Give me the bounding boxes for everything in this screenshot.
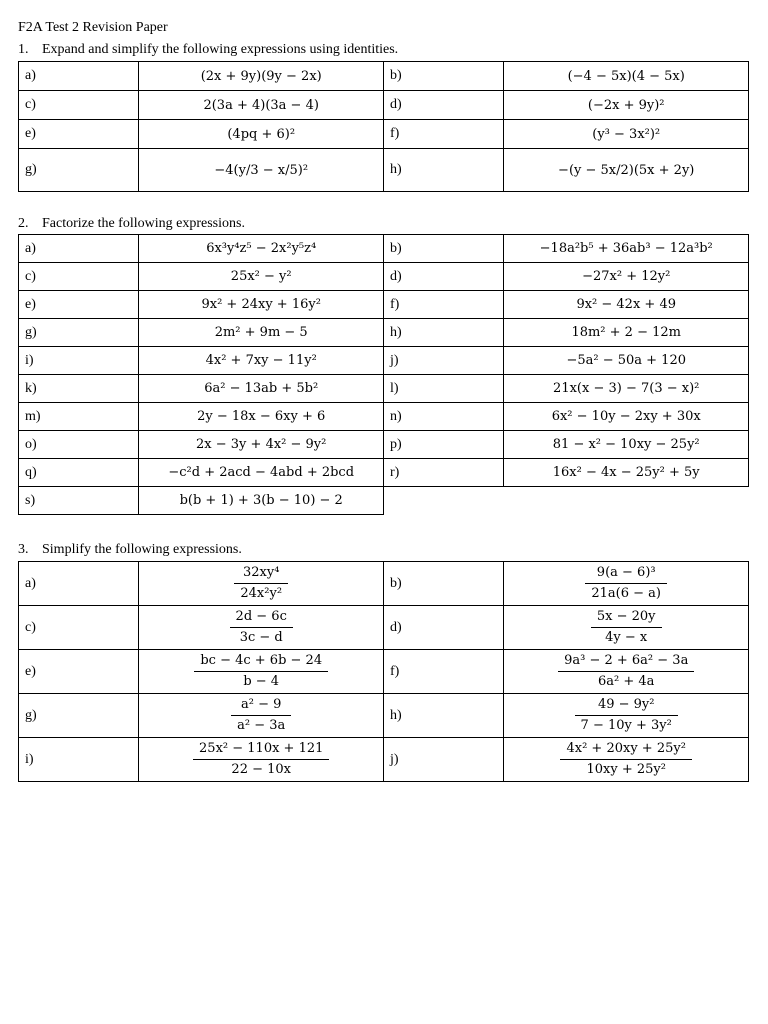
fraction-numerator: 49 − 9y²	[575, 695, 678, 716]
question-label: o)	[19, 431, 139, 459]
question-expression: b(b + 1) + 3(b − 10) − 2	[139, 487, 384, 515]
question-label: j)	[383, 738, 503, 782]
question-row	[19, 487, 749, 515]
question-label: n)	[383, 403, 503, 431]
question-expression: 16x² − 4x − 25y² + 5y	[504, 459, 749, 487]
fraction-numerator: 9a³ − 2 + 6a² − 3a	[558, 651, 694, 672]
question-label: d)	[383, 606, 503, 650]
question-label: q)	[19, 459, 139, 487]
fraction	[194, 651, 328, 692]
question-label: e)	[19, 650, 139, 694]
question-row	[19, 431, 749, 459]
fraction-numerator: bc − 4c + 6b − 24	[194, 651, 328, 672]
question-row	[19, 120, 749, 149]
fraction-numerator: 25x² − 110x + 121	[193, 739, 329, 760]
question-label: s)	[19, 487, 139, 515]
fraction	[591, 607, 662, 648]
fraction	[558, 651, 694, 692]
question-row	[19, 375, 749, 403]
question-row	[19, 319, 749, 347]
question-row	[19, 403, 749, 431]
question-expression: 6x³y⁴z⁵ − 2x²y⁵z⁴	[139, 235, 384, 263]
fraction-numerator: 5x − 20y	[591, 607, 662, 628]
fraction-denominator: 10xy + 25y²	[586, 762, 666, 777]
question-expression: (−4 − 5x)(4 − 5x)	[504, 62, 749, 91]
fraction	[193, 739, 329, 780]
question-fraction	[139, 738, 384, 782]
section-3-table	[18, 561, 749, 782]
question-row	[19, 606, 749, 650]
question-label: h)	[383, 319, 503, 347]
question-row	[19, 347, 749, 375]
question-fraction	[504, 606, 749, 650]
fraction-numerator: a² − 9	[231, 695, 291, 716]
fraction	[231, 695, 291, 736]
fraction-denominator: a² − 3a	[237, 718, 286, 733]
question-label: g)	[19, 694, 139, 738]
question-label: k)	[19, 375, 139, 403]
question-label: f)	[383, 650, 503, 694]
fraction	[234, 563, 288, 604]
question-expression: 6x² − 10y − 2xy + 30x	[504, 403, 749, 431]
question-label: i)	[19, 738, 139, 782]
question-expression: (4pq + 6)²	[139, 120, 384, 149]
section-3-heading	[18, 542, 242, 558]
question-label: j)	[383, 347, 503, 375]
question-label: p)	[383, 431, 503, 459]
section-2-text: Factorize the following expressions.	[42, 216, 245, 231]
section-2-table	[18, 234, 749, 515]
question-expression: (y³ − 3x²)²	[504, 120, 749, 149]
question-label: i)	[19, 347, 139, 375]
fraction-denominator: 3c − d	[239, 630, 283, 645]
fraction-denominator: 22 − 10x	[231, 762, 291, 777]
fraction-denominator: 4y − x	[605, 630, 648, 645]
question-label: f)	[383, 291, 503, 319]
question-row	[19, 91, 749, 120]
empty-cell	[504, 487, 749, 515]
question-label: e)	[19, 291, 139, 319]
fraction-denominator: 21a(6 − a)	[591, 586, 662, 601]
question-label: b)	[383, 562, 503, 606]
section-1-number: 1.	[18, 42, 29, 57]
section-3-text: Simplify the following expressions.	[42, 542, 242, 557]
question-expression: 2y − 18x − 6xy + 6	[139, 403, 384, 431]
question-label: a)	[19, 562, 139, 606]
question-label: d)	[383, 263, 503, 291]
question-label: b)	[383, 235, 503, 263]
question-label: g)	[19, 319, 139, 347]
question-label: c)	[19, 606, 139, 650]
question-label: h)	[383, 149, 503, 192]
question-label: a)	[19, 62, 139, 91]
fraction	[585, 563, 667, 604]
question-row	[19, 650, 749, 694]
question-expression: 6a² − 13ab + 5b²	[139, 375, 384, 403]
question-label: c)	[19, 91, 139, 120]
section-1-table	[18, 61, 749, 192]
question-expression: −5a² − 50a + 120	[504, 347, 749, 375]
section-2-heading	[18, 216, 245, 232]
section-1-text: Expand and simplify the following expressions using identities.	[42, 42, 399, 57]
fraction-denominator: 6a² + 4a	[598, 674, 655, 689]
fraction	[575, 695, 678, 736]
question-expression: 2(3a + 4)(3a − 4)	[139, 91, 384, 120]
question-row	[19, 694, 749, 738]
question-label: g)	[19, 149, 139, 192]
question-row	[19, 459, 749, 487]
question-row	[19, 738, 749, 782]
fraction-denominator: 7 − 10y + 3y²	[580, 718, 672, 733]
question-expression: 9x² − 42x + 49	[504, 291, 749, 319]
question-expression: 81 − x² − 10xy − 25y²	[504, 431, 749, 459]
question-expression: −(y − 5x/2)(5x + 2y)	[504, 149, 749, 192]
question-fraction	[139, 650, 384, 694]
fraction-numerator: 4x² + 20xy + 25y²	[560, 739, 691, 760]
section-1-heading	[18, 42, 398, 58]
question-expression: (−2x + 9y)²	[504, 91, 749, 120]
question-label: d)	[383, 91, 503, 120]
question-label: a)	[19, 235, 139, 263]
question-expression: 2m² + 9m − 5	[139, 319, 384, 347]
question-fraction	[139, 606, 384, 650]
fraction-denominator: b − 4	[243, 674, 280, 689]
fraction-denominator: 24x²y²	[240, 586, 283, 601]
question-label: l)	[383, 375, 503, 403]
question-expression: 2x − 3y + 4x² − 9y²	[139, 431, 384, 459]
question-label: e)	[19, 120, 139, 149]
question-expression: 18m² + 2 − 12m	[504, 319, 749, 347]
question-row	[19, 62, 749, 91]
question-label: c)	[19, 263, 139, 291]
question-row	[19, 149, 749, 192]
section-2-number: 2.	[18, 216, 29, 231]
question-fraction	[504, 650, 749, 694]
question-row	[19, 235, 749, 263]
question-expression: −27x² + 12y²	[504, 263, 749, 291]
fraction	[560, 739, 691, 780]
question-expression: −4(y/3 − x/5)²	[139, 149, 384, 192]
question-fraction	[504, 738, 749, 782]
question-label: h)	[383, 694, 503, 738]
question-expression: 21x(x − 3) − 7(3 − x)²	[504, 375, 749, 403]
question-label: b)	[383, 62, 503, 91]
question-expression: (2x + 9y)(9y − 2x)	[139, 62, 384, 91]
question-fraction	[139, 562, 384, 606]
question-label: m)	[19, 403, 139, 431]
section-3-number: 3.	[18, 542, 29, 557]
question-fraction	[504, 562, 749, 606]
question-expression: −18a²b⁵ + 36ab³ − 12a³b²	[504, 235, 749, 263]
question-expression: 4x² + 7xy − 11y²	[139, 347, 384, 375]
question-row	[19, 562, 749, 606]
page-title: F2A Test 2 Revision Paper	[18, 20, 168, 35]
fraction-numerator: 9(a − 6)³	[585, 563, 667, 584]
question-row	[19, 291, 749, 319]
empty-cell	[383, 487, 503, 515]
question-row	[19, 263, 749, 291]
fraction-numerator: 2d − 6c	[230, 607, 293, 628]
question-expression: −c²d + 2acd − 4abd + 2bcd	[139, 459, 384, 487]
question-expression: 25x² − y²	[139, 263, 384, 291]
question-label: r)	[383, 459, 503, 487]
fraction	[230, 607, 293, 648]
question-expression: 9x² + 24xy + 16y²	[139, 291, 384, 319]
question-fraction	[504, 694, 749, 738]
fraction-numerator: 32xy⁴	[234, 563, 288, 584]
question-fraction	[139, 694, 384, 738]
question-label: f)	[383, 120, 503, 149]
